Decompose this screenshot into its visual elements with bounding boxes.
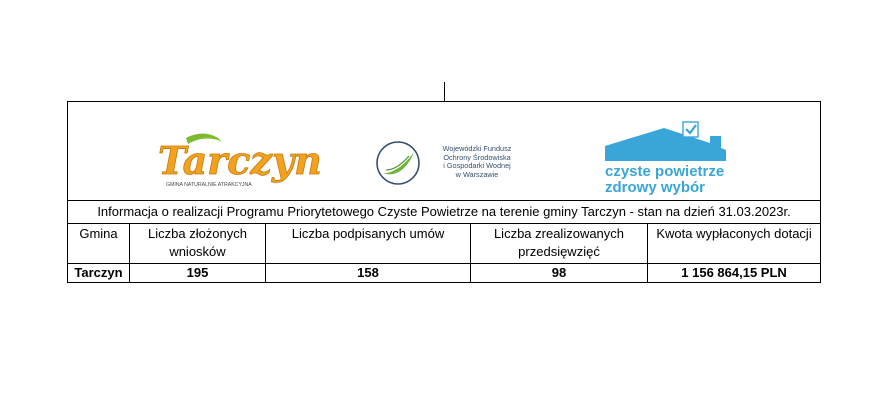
czyste-powietrze-logo — [604, 120, 729, 196]
tarczyn-logo-graphic — [156, 132, 322, 190]
header-umowy: Liczba podpisanych umów — [266, 224, 471, 264]
tarczyn-logo — [156, 132, 322, 190]
wfosigw-line-4: w Warszawie — [455, 169, 499, 179]
cell-kwota: 1 156 864,15 PLN — [648, 264, 821, 283]
czyste-powietrze-text — [605, 164, 729, 196]
header-kwota: Kwota wypłaconych dotacji — [648, 224, 821, 264]
wfosigw-text — [427, 145, 527, 179]
leaf-emblem-icon — [374, 140, 422, 186]
info-table — [67, 101, 821, 283]
logo-row — [68, 102, 821, 201]
top-tick-line — [444, 82, 445, 102]
czyste-powietrze-line-1: czyste powietrze — [605, 163, 725, 180]
table-row — [68, 264, 821, 283]
wfosigw-line-3: i Gospodarki Wodnej — [443, 161, 511, 171]
tarczyn-tagline: GMINA NATURALNIE ATRAKCYJNA — [166, 182, 252, 188]
wfosigw-line-1: Wojewódzki Fundusz — [442, 144, 512, 153]
header-gmina: Gmina — [68, 224, 130, 264]
title-row — [68, 201, 821, 224]
tarczyn-logo-text: Tarczyn — [158, 138, 322, 183]
header-wnioski: Liczba złożonych wniosków — [130, 224, 266, 264]
czyste-powietrze-line-2: zdrowy wybór — [605, 179, 706, 196]
cell-przedsiewziecia: 98 — [471, 264, 648, 283]
cell-wnioski: 195 — [130, 264, 266, 283]
table-title: Informacja o realizacji Programu Priorytetowego Czyste Powietrze na terenie gminy Tarczyn - stan na dzień 31.03.2023r. — [68, 201, 821, 224]
house-roof-icon — [604, 120, 729, 162]
header-przedsiewziecia: Liczba zrealizowanych przedsięwzięć — [471, 224, 648, 264]
header-row — [68, 224, 821, 264]
wfosigw-line-2: Ochrony Środowiska — [443, 152, 511, 162]
wfosigw-logo — [374, 140, 524, 186]
cell-umowy: 158 — [266, 264, 471, 283]
cell-gmina: Tarczyn — [68, 264, 130, 283]
